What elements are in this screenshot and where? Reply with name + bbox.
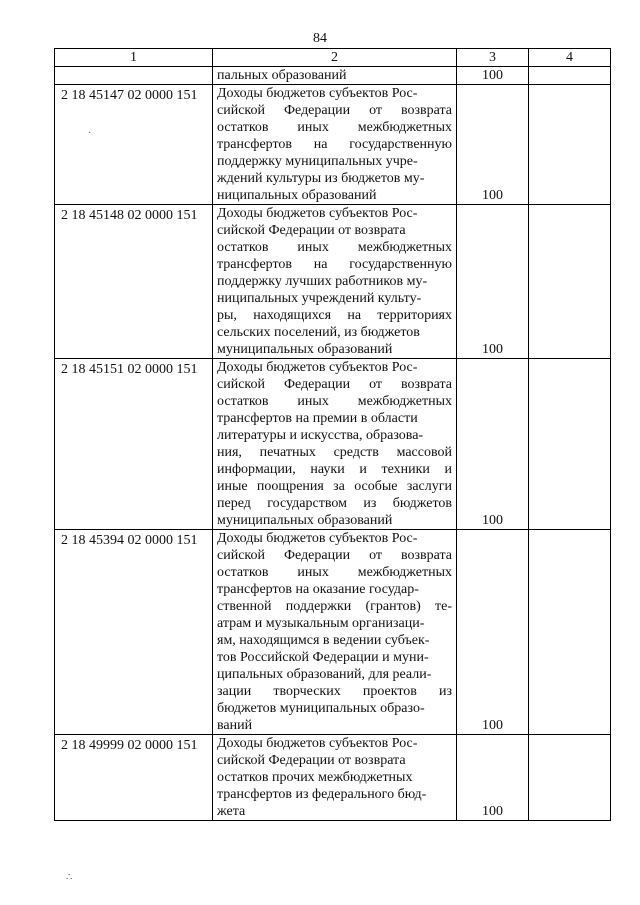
description-line: сельских поселений, из бюджетов [217,325,420,340]
description-cell [213,359,457,530]
description-line: ям, находящимся в ведении субъек- [217,633,430,648]
description-line: жета [217,804,246,819]
table-row [55,735,611,821]
description-line: ваний [217,718,253,733]
table-body [55,67,611,821]
description-cell [213,735,457,821]
budget-code-cell: 2 18 45151 02 0000 151 [55,359,213,530]
description-line: ния, печатных средств массовой [217,445,452,460]
description-line: сийской Федерации от возврата [217,377,452,392]
description-line: литературы и искусства, образова- [217,428,424,443]
column-number-4: 4 [529,49,611,67]
description-line: трансфертов из федерального бюд- [217,787,427,802]
description-line: трансфертов на премии в области [217,411,418,426]
description-line: бюджетов муниципальных образо- [217,701,425,716]
description-line: остатков иных межбюджетных [217,394,452,409]
description-line: ждений культуры из бюджетов му- [217,171,425,186]
column-4-cell [529,735,611,821]
description-line: остатков прочих межбюджетных [217,770,413,785]
description-line: зации творческих проектов из [217,684,452,699]
value-cell: 100 [457,85,529,205]
description-line: трансфертов на оказание государ- [217,582,419,597]
description-line: остатков иных межбюджетных [217,565,452,580]
table-row [55,67,611,85]
column-number-2: 2 [213,49,457,67]
description-line: ственной поддержки (грантов) те- [217,599,452,614]
table-row [55,85,611,205]
column-4-cell [529,85,611,205]
description-line: муниципальных образований [217,513,393,528]
description-line: ры, находящихся на территориях [217,308,452,323]
description-line: пальных образований [217,68,347,83]
description-line: Доходы бюджетов субъектов Рос- [217,86,418,101]
description-line: остатков иных межбюджетных [217,120,452,135]
column-4-cell [529,530,611,735]
budget-code-cell: 2 18 45394 02 0000 151 [55,530,213,735]
description-line: ниципальных образований [217,188,377,203]
description-line: ципальных образований, для реали- [217,667,432,682]
column-number-1: 1 [55,49,213,67]
value-cell: 100 [457,735,529,821]
scan-speck: · [88,128,92,139]
value-cell: 100 [457,359,529,530]
value-cell: 100 [457,530,529,735]
column-number-3: 3 [457,49,529,67]
description-cell [213,67,457,85]
description-line: поддержку лучших работников му- [217,274,428,289]
description-line: Доходы бюджетов субъектов Рос- [217,360,418,375]
description-line: остатков иных межбюджетных [217,240,452,255]
description-cell [213,205,457,359]
description-line: атрам и музыкальным организаци- [217,616,425,631]
budget-code-cell [55,67,213,85]
column-4-cell [529,359,611,530]
description-line: Доходы бюджетов субъектов Рос- [217,736,418,751]
page-number: 84 [313,31,327,46]
table-row [55,205,611,359]
description-line: сийской Федерации от возврата [217,548,452,563]
scan-speck: ∴ [66,872,73,883]
budget-code-table [54,48,611,821]
budget-code-cell: 2 18 45147 02 0000 151 [55,85,213,205]
budget-code-cell: 2 18 49999 02 0000 151 [55,735,213,821]
description-line: трансфертов на государственную [217,137,452,152]
table-row [55,359,611,530]
budget-code-cell: 2 18 45148 02 0000 151 [55,205,213,359]
value-cell: 100 [457,205,529,359]
value-cell: 100 [457,67,529,85]
description-line: иные поощрения за особые заслуги [217,479,452,494]
column-4-cell [529,205,611,359]
description-line: сийской Федерации от возврата [217,103,452,118]
column-number-header-row [55,49,611,67]
description-line: Доходы бюджетов субъектов Рос- [217,531,418,546]
description-line: перед государством из бюджетов [217,496,452,511]
column-4-cell [529,67,611,85]
table-row [55,530,611,735]
description-line: сийской Федерации от возврата [217,223,406,238]
description-line: поддержку муниципальных учре- [217,154,418,169]
description-line: муниципальных образований [217,342,393,357]
description-line: Доходы бюджетов субъектов Рос- [217,206,418,221]
description-cell [213,530,457,735]
description-line: ниципальных учреждений культу- [217,291,422,306]
description-line: информации, науки и техники и [217,462,452,477]
description-cell [213,85,457,205]
description-line: трансфертов на государственную [217,257,452,272]
description-line: сийской Федерации от возврата [217,753,406,768]
description-line: тов Российской Федерации и муни- [217,650,429,665]
